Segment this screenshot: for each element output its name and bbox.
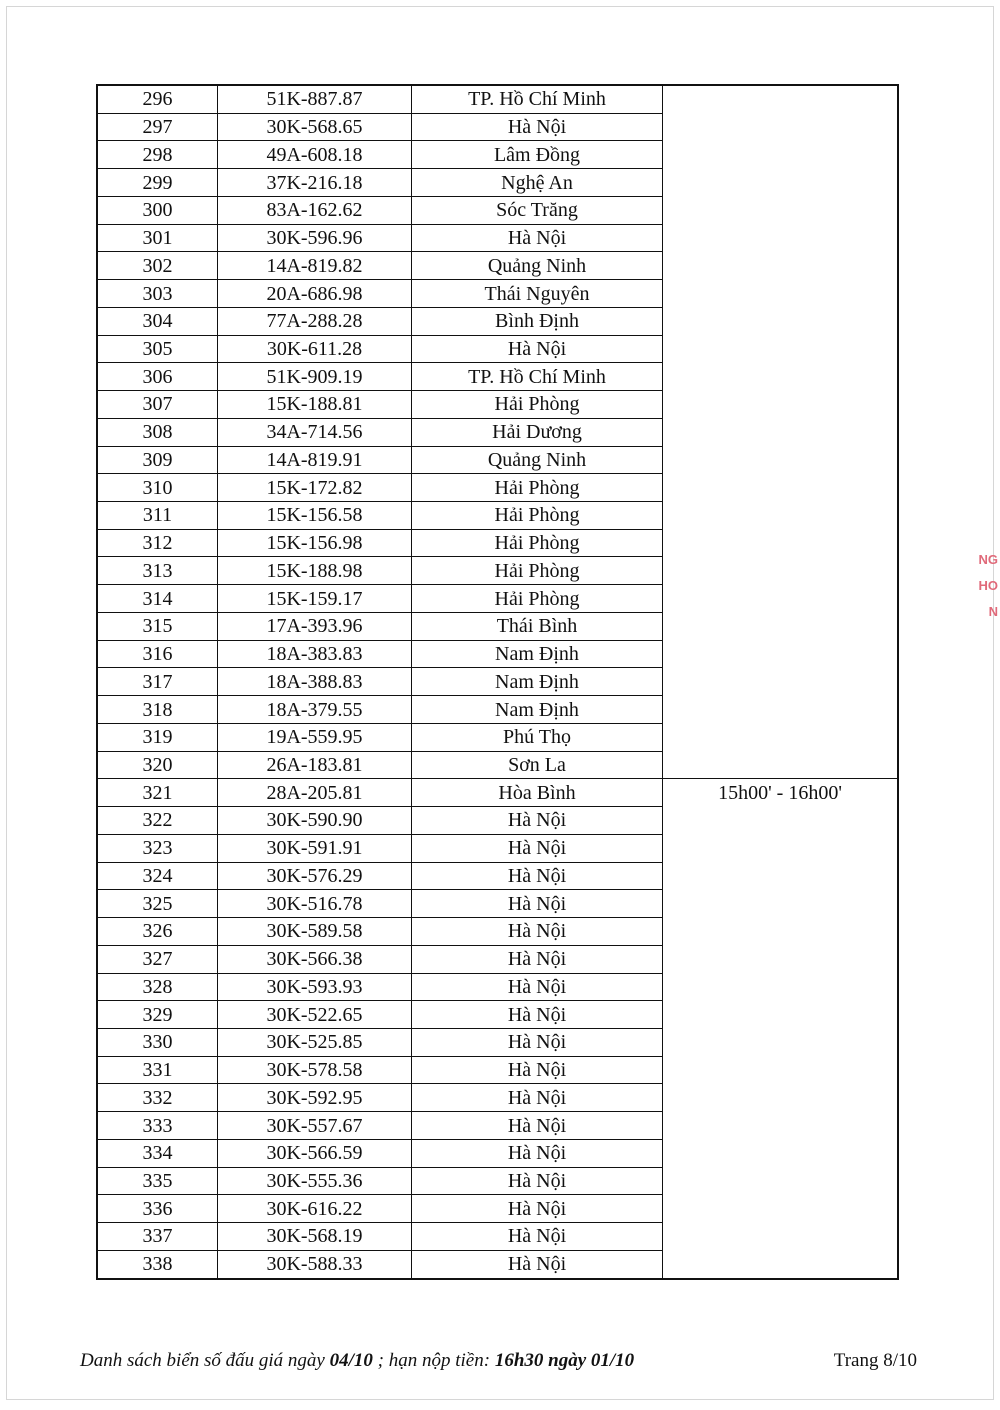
plate-number: 37K-216.18	[218, 169, 412, 197]
row-number: 310	[97, 474, 218, 502]
province-name: Quảng Ninh	[412, 252, 663, 280]
province-name: Nam Định	[412, 668, 663, 696]
row-number: 319	[97, 723, 218, 751]
plate-number: 17A-393.96	[218, 612, 412, 640]
province-name: Sóc Trăng	[412, 196, 663, 224]
footer-auction-date: 04/10	[329, 1350, 373, 1371]
plate-number: 30K-566.59	[218, 1139, 412, 1167]
table-row	[97, 779, 898, 807]
plate-number: 19A-559.95	[218, 723, 412, 751]
plate-number: 77A-288.28	[218, 307, 412, 335]
footer-prefix: Danh sách biển số đấu giá ngày	[80, 1350, 325, 1371]
plate-number: 30K-566.38	[218, 945, 412, 973]
row-number: 334	[97, 1139, 218, 1167]
province-name: Hà Nội	[412, 1028, 663, 1056]
stamp-text: NG	[978, 552, 998, 567]
province-name: Hà Nội	[412, 1195, 663, 1223]
row-number: 301	[97, 224, 218, 252]
plate-number: 18A-383.83	[218, 640, 412, 668]
province-name: TP. Hồ Chí Minh	[412, 363, 663, 391]
plate-number: 26A-183.81	[218, 751, 412, 779]
province-name: Hà Nội	[412, 1084, 663, 1112]
row-number: 327	[97, 945, 218, 973]
plate-number: 30K-557.67	[218, 1112, 412, 1140]
row-number: 336	[97, 1195, 218, 1223]
row-number: 328	[97, 973, 218, 1001]
plate-number: 30K-555.36	[218, 1167, 412, 1195]
footer-deadline: 16h30 ngày 01/10	[494, 1350, 635, 1371]
row-number: 333	[97, 1112, 218, 1140]
row-number: 320	[97, 751, 218, 779]
province-name: Quảng Ninh	[412, 446, 663, 474]
plate-number: 51K-887.87	[218, 85, 412, 113]
row-number: 300	[97, 196, 218, 224]
row-number: 326	[97, 918, 218, 946]
plate-number: 20A-686.98	[218, 280, 412, 308]
province-name: Hà Nội	[412, 834, 663, 862]
row-number: 321	[97, 779, 218, 807]
row-number: 308	[97, 418, 218, 446]
row-number: 304	[97, 307, 218, 335]
plate-number: 18A-379.55	[218, 696, 412, 724]
page-footer	[80, 1350, 920, 1372]
plate-number: 15K-188.81	[218, 391, 412, 419]
province-name: Hải Phòng	[412, 529, 663, 557]
row-number: 338	[97, 1250, 218, 1278]
row-number: 324	[97, 862, 218, 890]
row-number: 314	[97, 585, 218, 613]
province-name: Hà Nội	[412, 973, 663, 1001]
province-name: Hà Nội	[412, 918, 663, 946]
province-name: Hải Phòng	[412, 585, 663, 613]
plate-number: 30K-592.95	[218, 1084, 412, 1112]
row-number: 315	[97, 612, 218, 640]
province-name: Hòa Bình	[412, 779, 663, 807]
province-name: Hà Nội	[412, 1250, 663, 1278]
row-number: 337	[97, 1223, 218, 1251]
plate-number: 49A-608.18	[218, 141, 412, 169]
plate-number: 30K-589.58	[218, 918, 412, 946]
province-name: Nam Định	[412, 640, 663, 668]
plate-table-body	[97, 85, 898, 1279]
row-number: 306	[97, 363, 218, 391]
row-number: 297	[97, 113, 218, 141]
plate-number: 30K-568.65	[218, 113, 412, 141]
row-number: 307	[97, 391, 218, 419]
row-number: 322	[97, 807, 218, 835]
plate-number: 83A-162.62	[218, 196, 412, 224]
row-number: 329	[97, 1001, 218, 1029]
province-name: Hà Nội	[412, 224, 663, 252]
province-name: Sơn La	[412, 751, 663, 779]
province-name: Hà Nội	[412, 335, 663, 363]
province-name: Hải Phòng	[412, 391, 663, 419]
plate-number: 30K-590.90	[218, 807, 412, 835]
province-name: Hà Nội	[412, 1139, 663, 1167]
row-number: 316	[97, 640, 218, 668]
plate-number: 30K-576.29	[218, 862, 412, 890]
province-name: Hà Nội	[412, 862, 663, 890]
province-name: Hà Nội	[412, 1167, 663, 1195]
plate-number: 15K-156.58	[218, 502, 412, 530]
plate-number: 51K-909.19	[218, 363, 412, 391]
row-number: 323	[97, 834, 218, 862]
row-number: 312	[97, 529, 218, 557]
red-stamp-fragment	[978, 500, 1000, 690]
plate-number: 30K-616.22	[218, 1195, 412, 1223]
plate-number: 30K-578.58	[218, 1056, 412, 1084]
row-number: 331	[97, 1056, 218, 1084]
row-number: 318	[97, 696, 218, 724]
plate-number: 14A-819.91	[218, 446, 412, 474]
row-number: 309	[97, 446, 218, 474]
plate-number: 30K-525.85	[218, 1028, 412, 1056]
plate-number: 30K-596.96	[218, 224, 412, 252]
plate-number: 30K-588.33	[218, 1250, 412, 1278]
plate-number: 34A-714.56	[218, 418, 412, 446]
row-number: 330	[97, 1028, 218, 1056]
province-name: Hà Nội	[412, 890, 663, 918]
stamp-text: HO	[978, 578, 998, 593]
province-name: Hải Phòng	[412, 474, 663, 502]
time-slot: 15h00' - 16h00'	[663, 779, 899, 1279]
time-slot	[663, 85, 899, 779]
province-name: Hà Nội	[412, 113, 663, 141]
row-number: 303	[97, 280, 218, 308]
province-name: Hà Nội	[412, 1001, 663, 1029]
license-plate-table	[96, 84, 899, 1280]
row-number: 311	[97, 502, 218, 530]
table-row	[97, 85, 898, 113]
row-number: 313	[97, 557, 218, 585]
plate-number: 30K-568.19	[218, 1223, 412, 1251]
province-name: Hà Nội	[412, 807, 663, 835]
row-number: 305	[97, 335, 218, 363]
province-name: Thái Nguyên	[412, 280, 663, 308]
province-name: Nam Định	[412, 696, 663, 724]
province-name: Hà Nội	[412, 1056, 663, 1084]
row-number: 325	[97, 890, 218, 918]
plate-number: 30K-522.65	[218, 1001, 412, 1029]
plate-number: 30K-593.93	[218, 973, 412, 1001]
plate-number: 30K-591.91	[218, 834, 412, 862]
stamp-text: N	[988, 604, 998, 619]
plate-number: 15K-188.98	[218, 557, 412, 585]
province-name: Hải Dương	[412, 418, 663, 446]
province-name: TP. Hồ Chí Minh	[412, 85, 663, 113]
province-name: Thái Bình	[412, 612, 663, 640]
footer-middle: ; hạn nộp tiền:	[377, 1350, 491, 1371]
plate-number: 28A-205.81	[218, 779, 412, 807]
row-number: 302	[97, 252, 218, 280]
plate-number: 30K-516.78	[218, 890, 412, 918]
row-number: 332	[97, 1084, 218, 1112]
plate-number: 18A-388.83	[218, 668, 412, 696]
plate-number: 15K-172.82	[218, 474, 412, 502]
page-number: Trang 8/10	[833, 1350, 917, 1371]
province-name: Bình Định	[412, 307, 663, 335]
province-name: Lâm Đồng	[412, 141, 663, 169]
province-name: Hà Nội	[412, 1223, 663, 1251]
province-name: Hải Phòng	[412, 502, 663, 530]
plate-number: 14A-819.82	[218, 252, 412, 280]
row-number: 299	[97, 169, 218, 197]
province-name: Hà Nội	[412, 945, 663, 973]
row-number: 317	[97, 668, 218, 696]
province-name: Phú Thọ	[412, 723, 663, 751]
plate-number: 15K-159.17	[218, 585, 412, 613]
province-name: Hải Phòng	[412, 557, 663, 585]
province-name: Hà Nội	[412, 1112, 663, 1140]
row-number: 298	[97, 141, 218, 169]
row-number: 335	[97, 1167, 218, 1195]
plate-number: 15K-156.98	[218, 529, 412, 557]
plate-number: 30K-611.28	[218, 335, 412, 363]
province-name: Nghệ An	[412, 169, 663, 197]
row-number: 296	[97, 85, 218, 113]
